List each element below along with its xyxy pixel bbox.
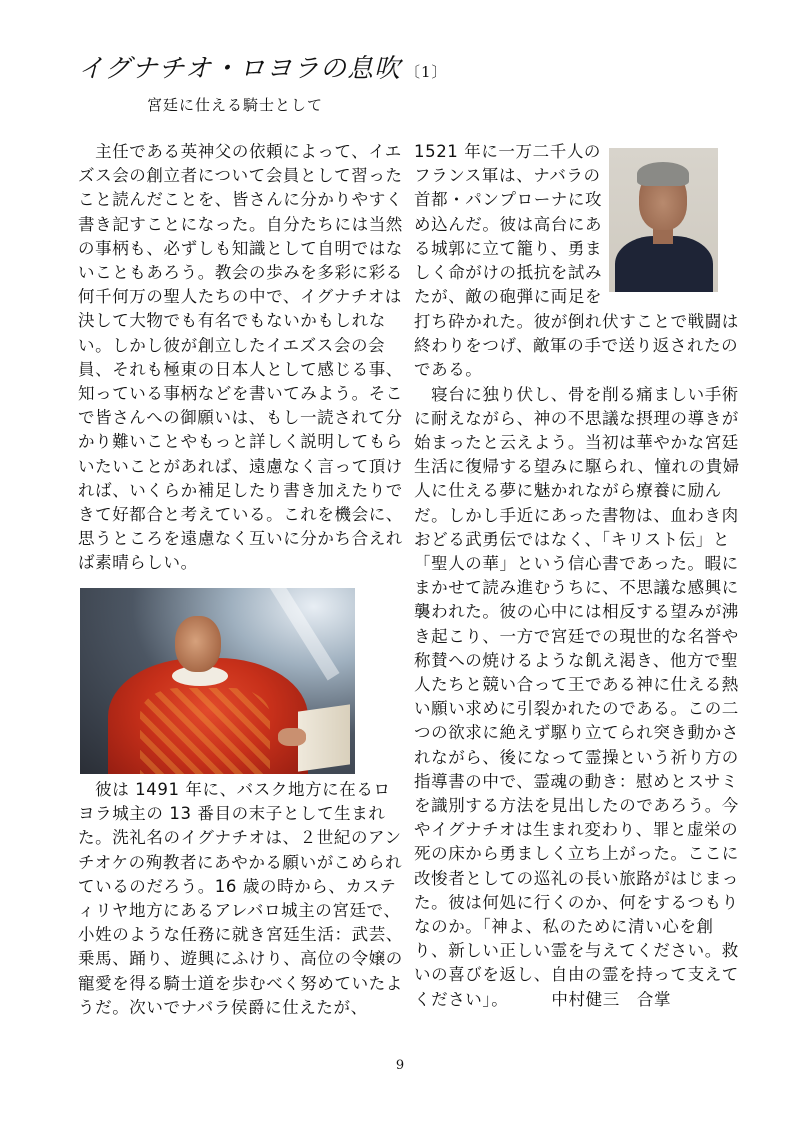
title-text: イグナチオ・ロヨラの息吹 [78,54,401,84]
text-line: こと読んだことを、皆さんに分かりやすく [78,190,403,210]
text-line: 首都・パンプローナに攻 [414,190,603,210]
text-line: 主任である英神父の依頼によって、イエ [78,142,402,161]
author-portrait-photo [609,148,718,292]
text-line: 称賛への焼けるような飢え渇き、他方で聖 [414,650,739,670]
text-line: ください」。 中村健三 合掌 [414,989,672,1009]
saint-ignatius-painting [80,588,355,774]
text-line: つの欲求に絶えず駆り立てられ突き動かさ [414,723,739,743]
text-line: いこともあろう。教会の歩みを多彩に彩る [78,263,403,282]
text-line: いたいことがあれば、遠慮なく言って頂け [78,456,403,476]
text-line: ているのだろう。16 歳の時から、カステ [78,876,397,896]
text-line: め込んだ。彼は高台にあ [414,214,603,234]
text-line: 乗馬、踊り、遊興にふけり、高位の令嬢の [78,949,403,969]
text-line: 打ち砕かれた。彼が倒れ伏すことで戦闘は [414,312,739,331]
text-line: 書き記すことになった。自分たちには当然 [78,214,403,234]
text-line: い。しかし彼が創立したイエズス会の会 [78,335,386,355]
text-line: を識別する方法を見出したのであろう。今 [414,796,739,815]
text-line: 思うところを遠慮なく互いに分かち合えれ [78,529,403,549]
text-line: 彼は 1491 年に、バスク地方に在るロ [78,780,391,799]
text-line: だ。しかし手近にあった書物は、血わき肉 [414,505,739,525]
text-line: である。 [414,360,483,380]
article-title [78,48,448,85]
text-line: き起こり、一方で宮廷での現世的な名誉や [414,626,739,646]
text-line: 死の床から勇ましく立ち上がった。ここに [414,844,739,864]
text-line: れながら、後になって霊操という祈り方の [414,747,739,767]
text-line: 人に仕える夢に魅かれながら療養に励ん [414,481,722,501]
text-line: 寵愛を得る騎士道を歩むべく努めていたよ [78,973,403,993]
text-line: フランス軍は、ナバラの [414,166,601,186]
text-line: やイグナチオは生まれ変わり、罪と虚栄の [414,820,739,840]
text-line: おどる武勇伝ではなく、「キリスト伝」と [414,529,730,549]
text-line: まかせて読み進むうちに、不思議な感興に [414,578,739,598]
text-line: で皆さんへの御願いは、もし一読されて分 [78,408,403,428]
article-subtitle: 宮廷に仕える騎士として [147,96,324,114]
text-line: ィリヤ地方にあるアレバロ城主の宮廷で、 [78,901,401,920]
text-line: いの喜びを返し、自由の霊を持って支えて [414,965,739,985]
text-line: しく命がけの抵抗を試み [414,263,603,282]
text-line: に耐えながら、神の不思議な摂理の導きが [414,408,739,428]
text-line: 人たちと競い合って王である神に仕える熱 [414,675,739,694]
text-line: ヨラ城主の 13 番目の末子として生まれ [78,804,386,824]
text-line: い願い求めに引裂かれたのである。この二 [414,699,739,719]
title-number: 〔1〕 [404,63,448,81]
text-line: 生活に復帰する望みに駆られ、憧れの貴婦 [414,457,740,477]
text-line: 員、それも極東の日本人として感じる事、 [78,359,403,379]
text-line: れば、いくらか補足したり書き加えたりで [78,480,403,500]
text-line: 襲われた。彼の心中には相反する望みが沸 [414,602,739,622]
text-line: り、新しい正しい霊を与えてください。救 [414,941,739,961]
text-line: の事柄も、必ずしも知識として自明ではな [78,238,403,258]
text-line: た。洗礼名のイグナチオは、２世紀のアン [78,828,402,848]
text-line: かり難いことやもっと詳しく説明してもら [78,432,403,452]
text-line: 何千何万の聖人たちの中で、イグナチオは [78,287,402,307]
text-line: うだ。次いでナバラ侯爵に仕えたが、 [78,997,368,1017]
text-line: る城郭に立て籠り、勇ま [414,238,603,258]
text-line: 小姓のような任務に就き宮廷生活：武芸、 [78,925,403,945]
text-line: 終わりをつげ、敵軍の手で送り返されたの [414,336,739,356]
text-line: 改悛者としての巡礼の長い旅路がはじまっ [414,868,739,888]
text-line: たが、敵の砲弾に両足を [414,287,603,307]
page-number: 9 [395,1058,405,1073]
text-line: 寝台に独り伏し、骨を削る痛ましい手術 [414,384,739,404]
text-line: きて好都合と考えている。これを機会に、 [78,505,403,524]
text-line: ズス会の創立者について会員として習った [78,166,403,186]
text-line: 始まったと云えよう。当初は華やかな宮廷 [414,433,739,452]
text-line: チオケの殉教者にあやかる願いがこめられ [78,852,403,872]
text-line: 「聖人の華」という信心書であった。暇に [414,554,739,573]
text-line: た。彼は何処に行くのか、何をするつもり [414,892,739,912]
text-line: 指導書の中で、霊魂の動き：慰めとスサミ [414,771,739,791]
text-line: なのか。「神よ、私のために清い心を創 [414,917,714,936]
text-line: 知っている事柄などを書いてみよう。そこ [78,384,403,403]
text-line: 1521 年に一万二千人の [414,142,602,161]
text-line: ば素晴らしい。 [78,553,198,573]
text-line: 決して大物でも有名でもないかもしれな [78,311,386,331]
